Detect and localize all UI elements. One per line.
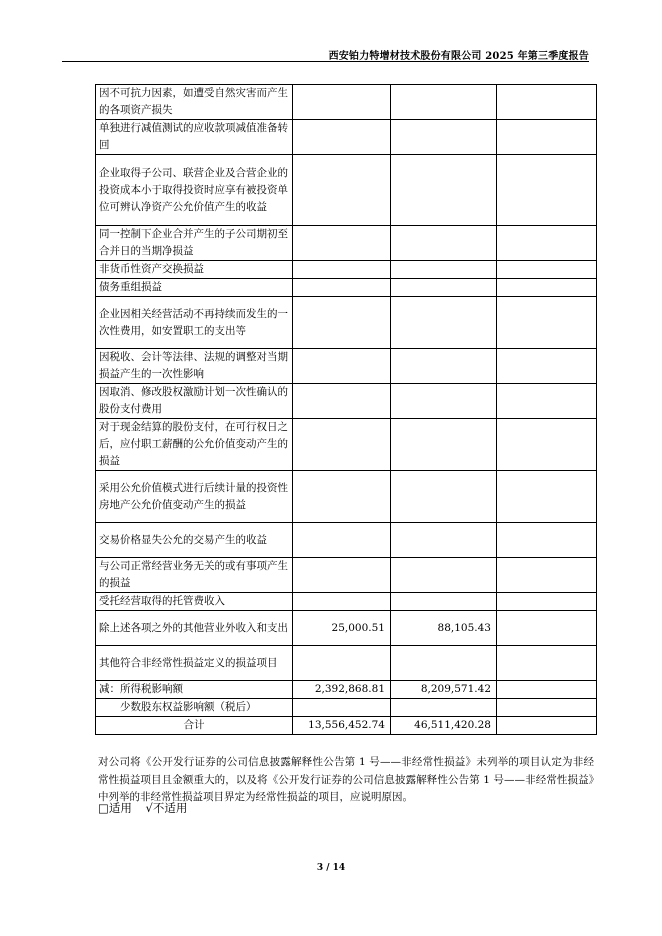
- row-label: 受托经营取得的托管费收入: [96, 593, 293, 611]
- ytd-amount: [391, 558, 497, 593]
- row-label: 少数股东权益影响额（税后）: [96, 699, 293, 717]
- row-note: [497, 384, 597, 419]
- row-note: [497, 523, 597, 558]
- ytd-amount: [391, 419, 497, 471]
- current-period-amount: [293, 419, 391, 471]
- table-row: [96, 226, 597, 261]
- table-row: [96, 279, 597, 297]
- row-note: [497, 717, 597, 735]
- row-note: [497, 85, 597, 120]
- table-row: [96, 85, 597, 120]
- table-row: [96, 699, 597, 717]
- row-label: 因税收、会计等法律、法规的调整对当期损益产生的一次性影响: [96, 349, 293, 384]
- current-period-amount: [293, 471, 391, 523]
- ytd-amount: [391, 120, 497, 155]
- row-label: 减：所得税影响额: [96, 681, 293, 699]
- row-label: 因不可抗力因素，如遭受自然灾害而产生的各项资产损失: [96, 85, 293, 120]
- row-label: 对于现金结算的股份支付，在可行权日之后，应付职工薪酬的公允价值变动产生的损益: [96, 419, 293, 471]
- row-note: [497, 611, 597, 646]
- ytd-amount: [391, 593, 497, 611]
- current-period-amount: [293, 155, 391, 226]
- ytd-amount: 46,511,420.28: [391, 717, 497, 735]
- table-row: [96, 261, 597, 279]
- ytd-amount: 8,209,571.42: [391, 681, 497, 699]
- row-note: [497, 261, 597, 279]
- row-label: 除上述各项之外的其他营业外收入和支出: [96, 611, 293, 646]
- row-note: [497, 155, 597, 226]
- row-note: [497, 419, 597, 471]
- non-recurring-gains-table: [95, 84, 597, 735]
- ytd-amount: [391, 279, 497, 297]
- row-note: [497, 646, 597, 681]
- row-label: 因取消、修改股权激励计划一次性确认的股份支付费用: [96, 384, 293, 419]
- row-label: 同一控制下企业合并产生的子公司期初至合并日的当期净损益: [96, 226, 293, 261]
- table-row: [96, 523, 597, 558]
- table-row: [96, 419, 597, 471]
- table-row: [96, 297, 597, 349]
- ytd-amount: [391, 471, 497, 523]
- current-period-amount: [293, 226, 391, 261]
- table-row: [96, 120, 597, 155]
- applicability-options: [98, 800, 197, 816]
- table-row: [96, 155, 597, 226]
- current-period-amount: 25,000.51: [293, 611, 391, 646]
- applicable-checkbox: □适用: [98, 801, 132, 815]
- table-row: [96, 558, 597, 593]
- row-note: [497, 279, 597, 297]
- row-note: [497, 297, 597, 349]
- current-period-amount: [293, 297, 391, 349]
- row-note: [497, 226, 597, 261]
- table-row: [96, 384, 597, 419]
- explanation-note: 对公司将《公开发行证券的公司信息披露解释性公告第 1 号——非经常性损益》未列举的项目认定为非经常性损益项目且金额重大的，以及将《公开发行证券的公司信息披露解释性公告第 1 号——非经常性损益》中列举的非经常性损益项目界定为经常性损益的项目，应说明原因。: [98, 756, 594, 803]
- table-row: [96, 611, 597, 646]
- header-divider: [62, 61, 589, 62]
- ytd-amount: [391, 297, 497, 349]
- table-row: [96, 593, 597, 611]
- current-period-amount: [293, 384, 391, 419]
- current-period-amount: [293, 261, 391, 279]
- current-period-amount: [293, 646, 391, 681]
- row-note: [497, 558, 597, 593]
- ytd-amount: [391, 155, 497, 226]
- row-label: 交易价格显失公允的交易产生的收益: [96, 523, 293, 558]
- ytd-amount: [391, 699, 497, 717]
- ytd-amount: [391, 85, 497, 120]
- row-note: [497, 471, 597, 523]
- ytd-amount: [391, 384, 497, 419]
- current-period-amount: [293, 593, 391, 611]
- row-label: 企业取得子公司、联营企业及合营企业的投资成本小于取得投资时应享有被投资单位可辨认净资产公允价值产生的收益: [96, 155, 293, 226]
- current-period-amount: [293, 558, 391, 593]
- ytd-amount: [391, 226, 497, 261]
- current-period-amount: [293, 120, 391, 155]
- ytd-amount: 88,105.43: [391, 611, 497, 646]
- ytd-amount: [391, 261, 497, 279]
- current-period-amount: [293, 699, 391, 717]
- current-period-amount: [293, 349, 391, 384]
- row-label: 其他符合非经常性损益定义的损益项目: [96, 646, 293, 681]
- report-header-title: 西安铂力特增材技术股份有限公司 2025 年第三季度报告: [328, 51, 589, 62]
- row-label: 合计: [96, 717, 293, 735]
- row-note: [497, 593, 597, 611]
- current-period-amount: [293, 279, 391, 297]
- page-number: 3 / 14: [316, 863, 346, 873]
- row-label: 非货币性资产交换损益: [96, 261, 293, 279]
- current-period-amount: [293, 523, 391, 558]
- table-row: [96, 646, 597, 681]
- row-label: 单独进行减值测试的应收款项减值准备转回: [96, 120, 293, 155]
- row-label: 债务重组损益: [96, 279, 293, 297]
- not-applicable-checkbox: √不适用: [145, 801, 188, 815]
- table-row: [96, 349, 597, 384]
- row-label: 与公司正常经营业务无关的或有事项产生的损益: [96, 558, 293, 593]
- row-note: [497, 120, 597, 155]
- row-label: 企业因相关经营活动不再持续而发生的一次性费用，如安置职工的支出等: [96, 297, 293, 349]
- table-row-total: [96, 717, 597, 735]
- ytd-amount: [391, 523, 497, 558]
- ytd-amount: [391, 349, 497, 384]
- table-row: [96, 681, 597, 699]
- current-period-amount: 2,392,868.81: [293, 681, 391, 699]
- row-note: [497, 699, 597, 717]
- row-note: [497, 681, 597, 699]
- current-period-amount: [293, 85, 391, 120]
- row-note: [497, 349, 597, 384]
- ytd-amount: [391, 646, 497, 681]
- row-label: 采用公允价值模式进行后续计量的投资性房地产公允价值变动产生的损益: [96, 471, 293, 523]
- table-row: [96, 471, 597, 523]
- current-period-amount: 13,556,452.74: [293, 717, 391, 735]
